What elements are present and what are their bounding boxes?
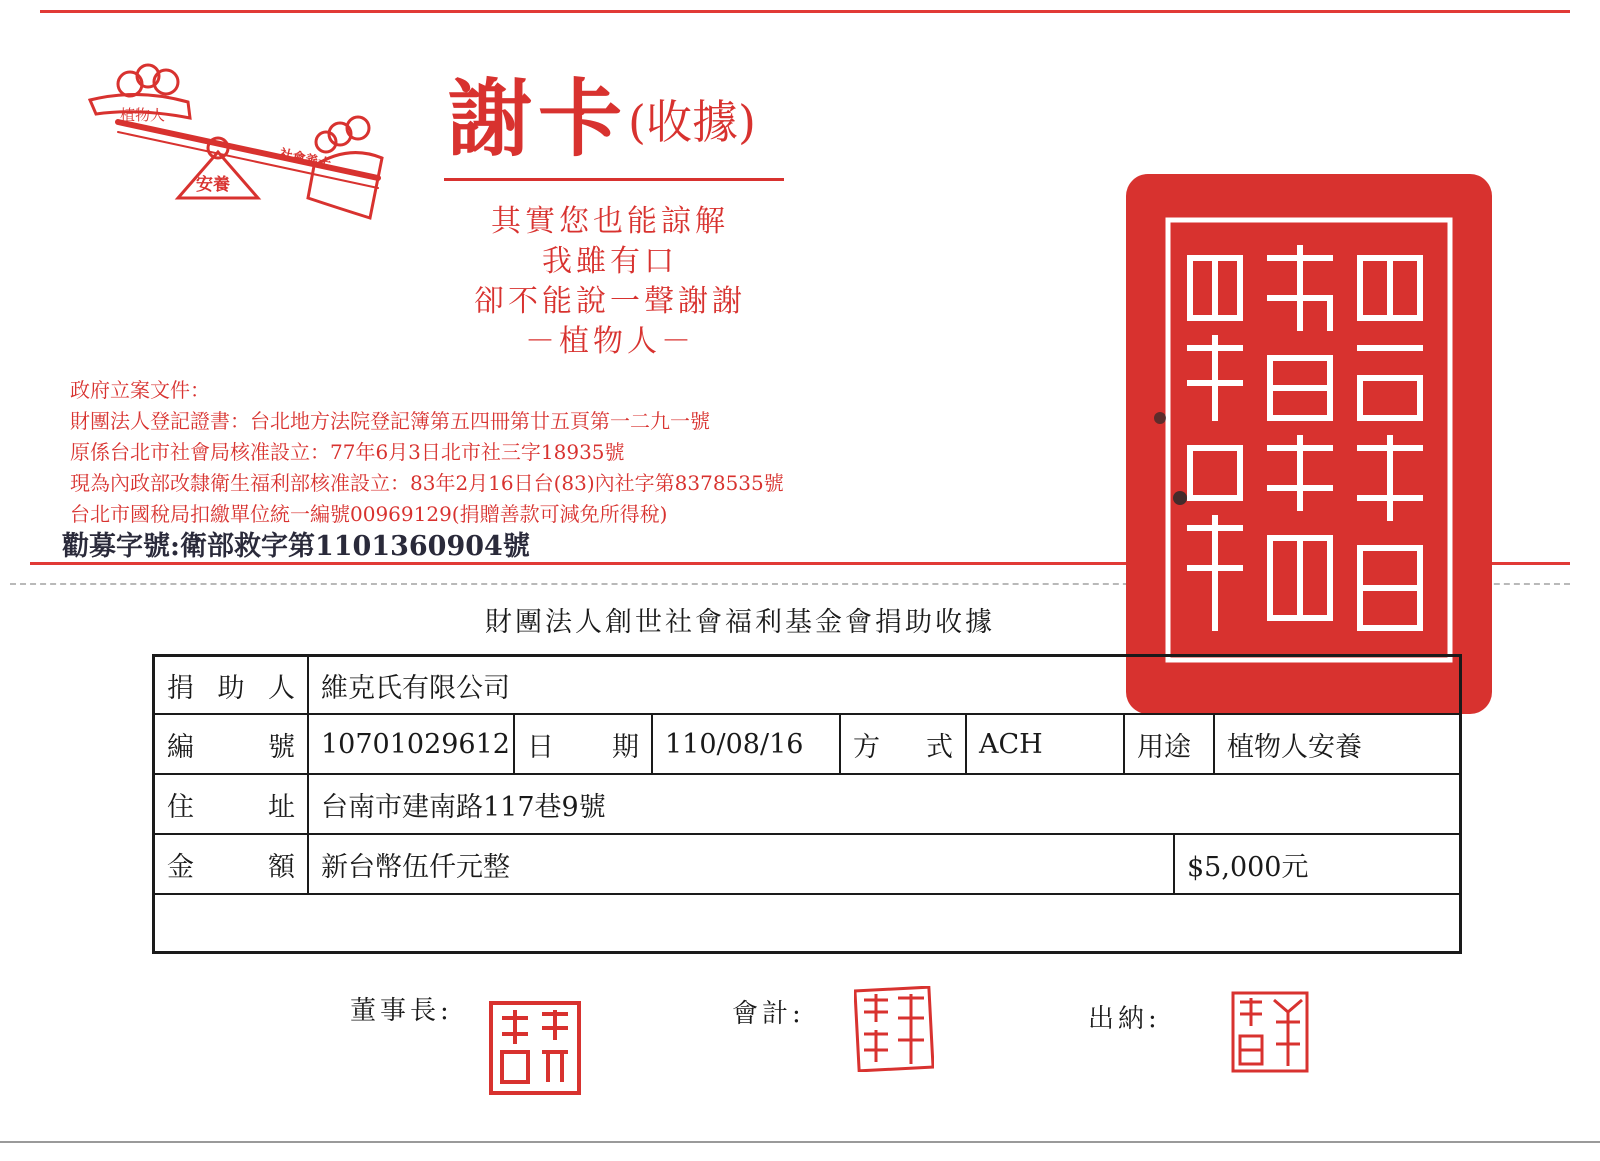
amount-label: 金 額 [155,835,309,893]
date-label: 日 期 [515,715,653,773]
logo-label-base: 安養 [196,175,230,194]
logo-label-right: 社會善士 [278,145,333,172]
fundraising-permit: 勸募字號:衛部救字第1101360904號 [62,531,530,562]
bottom-edge-line [0,1141,1600,1143]
number-label: 編 號 [155,715,309,773]
table-row-donor [155,657,1459,715]
method-label: 方 式 [841,715,967,773]
amount-words: 新台幣伍仟元整 [309,835,1175,893]
table-row-note [155,895,1459,951]
poem-line-1: 其實您也能諒解 [491,204,729,239]
registration-heading: 政府立案文件： [70,378,210,402]
poem-line-3: 卻不能說一聲謝謝 [474,284,746,319]
note-value [155,895,1459,951]
logo-label-left: 植物人 [120,107,166,124]
title-main: 謝卡 [448,69,629,168]
poem-line-4: －植物人－ [525,324,695,359]
receipt-title: 財團法人創世社會福利基金會捐助收據 [485,607,995,638]
amount-value: $5,000元 [1187,851,1309,883]
donor-value: 維克氏有限公司 [321,672,510,704]
registration-line: 原係台北市社會局核准設立：77年6月3日北市社三字18935號 [70,440,625,464]
registration-line: 現為內政部改隸衛生福利部核准設立：83年2月16日台(83)內社字第8378535號 [70,471,784,495]
title-sub: (收據) [628,95,756,149]
foundation-seal [1120,168,1498,720]
purpose-value: 植物人安養 [1227,731,1362,763]
title-underline [444,178,784,181]
donor-label: 捐 助 人 [155,657,309,713]
cashier-label: 出納: [1088,1004,1161,1034]
card-title [448,52,788,176]
number-value: 10701029612 [309,715,515,773]
chairman-label: 董事長: [350,996,453,1026]
date-value: 110/08/16 [653,715,841,773]
address-label: 住 址 [155,775,309,833]
table-row-details [155,715,1459,775]
registration-line: 財團法人登記證書：台北地方法院登記簿第五四冊第廿五頁第一二九一號 [70,409,710,433]
address-value: 台南市建南路117巷9號 [321,791,606,823]
top-border-line [40,10,1570,13]
table-row-amount [155,835,1459,895]
accountant-label: 會計: [732,999,805,1029]
accountant-seal-stamp [854,986,934,1072]
purpose-label: 用途 [1125,715,1215,773]
method-value: ACH [967,715,1125,773]
cashier-seal-stamp [1230,990,1310,1074]
chairman-seal-stamp [488,1000,582,1096]
seesaw-logo [78,48,398,224]
registration-block [70,375,950,530]
table-row-address [155,775,1459,835]
poem-line-2: 我雖有口 [542,244,678,279]
registration-line: 台北市國稅局扣繳單位統一編號00969129(捐贈善款可減免所得稅) [70,502,668,526]
receipt-table [152,654,1462,954]
